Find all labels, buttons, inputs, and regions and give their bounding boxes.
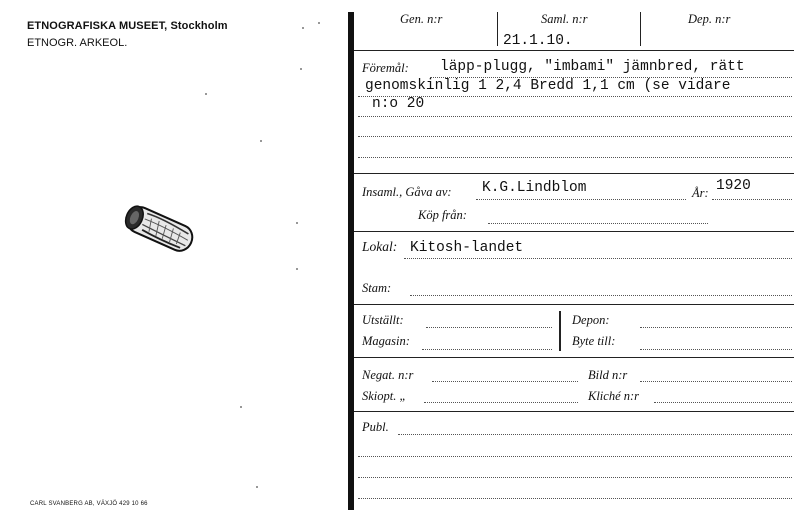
- ruled-line: [488, 223, 708, 224]
- ruled-line: [410, 295, 792, 296]
- section-rule: [354, 304, 794, 305]
- speck: [302, 27, 304, 29]
- foremal-line-3: n:o 20: [372, 96, 425, 112]
- ruled-line: [426, 327, 552, 328]
- ruled-line: [422, 349, 552, 350]
- speck: [300, 68, 302, 70]
- ruled-line: [358, 477, 792, 478]
- byte-till-label: Byte till:: [572, 334, 616, 348]
- magasin-label: Magasin:: [362, 334, 410, 348]
- department-name: ETNOGR. ARKEOL.: [27, 37, 128, 49]
- ruled-line: [640, 327, 792, 328]
- utstallt-label: Utställt:: [362, 313, 404, 327]
- bild-nr-label: Bild n:r: [588, 368, 628, 382]
- speck: [205, 93, 207, 95]
- lokal-label: Lokal:: [362, 239, 398, 254]
- ruled-line: [640, 349, 792, 350]
- ruled-line: [358, 136, 792, 137]
- speck: [296, 222, 298, 224]
- ruled-line: [640, 381, 792, 382]
- stam-label: Stam:: [362, 281, 392, 295]
- ruled-line: [358, 157, 792, 158]
- ruled-line: [358, 116, 792, 117]
- kop-fran-label: Köp från:: [418, 208, 467, 222]
- insaml-label: Insaml., Gåva av:: [362, 185, 452, 199]
- section-rule: [354, 231, 794, 232]
- speck: [260, 140, 262, 142]
- ruled-line: [476, 199, 686, 200]
- speck: [256, 486, 258, 488]
- section-rule: [354, 357, 794, 358]
- dep-nr-label: Dep. n:r: [688, 12, 731, 26]
- speck: [240, 406, 242, 408]
- ar-value: 1920: [716, 178, 751, 194]
- ar-label: År:: [692, 186, 709, 200]
- divider: [559, 311, 561, 351]
- divider: [640, 12, 641, 46]
- museum-name: ETNOGRAFISKA MUSEET, Stockholm: [27, 20, 228, 32]
- foremal-line-1: läpp-plugg, "imbami" jämnbred, rätt: [440, 59, 745, 75]
- printer-note: CARL SVANBERG AB, VÄXJÖ 429 10 66: [30, 501, 148, 507]
- ruled-line: [432, 381, 578, 382]
- ruled-line: [404, 258, 792, 259]
- gen-nr-label: Gen. n:r: [400, 12, 443, 26]
- ruled-line: [358, 498, 792, 499]
- lip-plug-drawing-icon: [118, 196, 202, 262]
- form-border: [348, 12, 354, 510]
- ruled-line: [712, 199, 792, 200]
- insaml-value: K.G.Lindblom: [482, 180, 587, 196]
- foremal-line-2: genomskinlig 1 2,4 Bredd 1,1 cm (se vidare: [365, 78, 731, 94]
- kliche-nr-label: Kliché n:r: [588, 389, 640, 403]
- publ-label: Publ.: [362, 420, 389, 434]
- divider: [497, 12, 498, 46]
- negat-nr-label: Negat. n:r: [362, 368, 414, 382]
- lokal-value: Kitosh-landet: [410, 240, 524, 256]
- ruled-line: [654, 402, 792, 403]
- depon-label: Depon:: [572, 313, 610, 327]
- ruled-line: [358, 456, 792, 457]
- ruled-line: [398, 434, 792, 435]
- saml-nr-label: Saml. n:r: [541, 12, 588, 26]
- speck: [296, 268, 298, 270]
- section-rule: [354, 411, 794, 412]
- foremal-label: Föremål:: [362, 61, 409, 75]
- saml-nr-value: 21.1.10.: [503, 33, 573, 49]
- section-rule: [354, 50, 794, 51]
- ruled-line: [424, 402, 578, 403]
- speck: [318, 22, 320, 24]
- skiopt-label: Skiopt. „: [362, 389, 407, 403]
- section-rule: [354, 173, 794, 174]
